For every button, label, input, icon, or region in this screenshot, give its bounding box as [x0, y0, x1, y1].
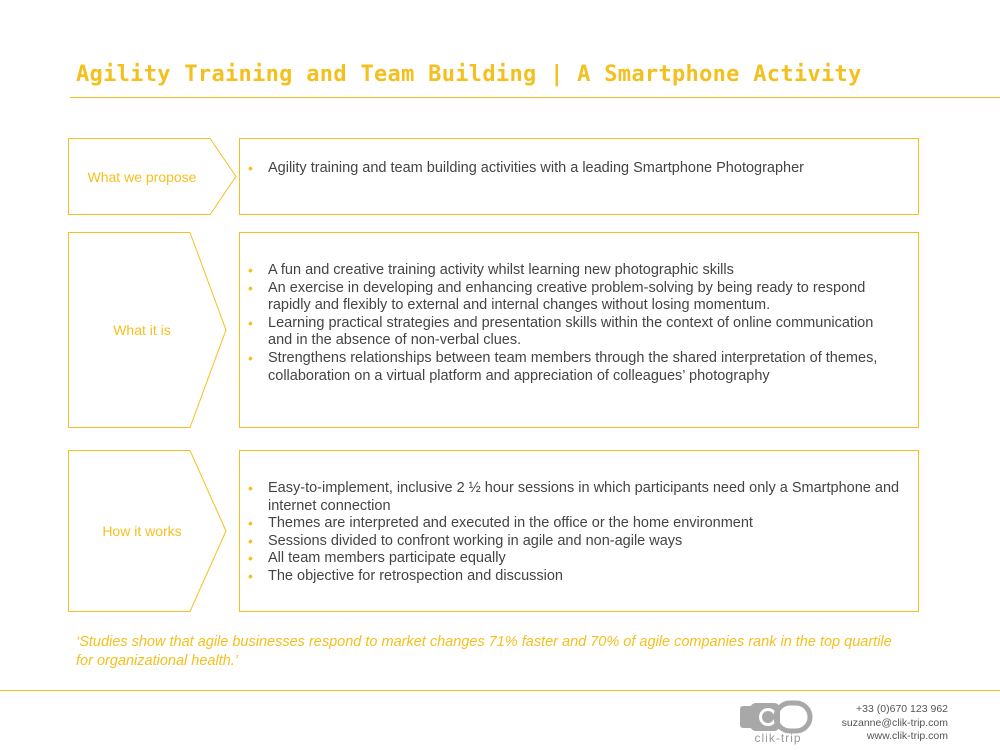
section-label-what-it-is — [68, 232, 238, 428]
contact-email: suzanne@clik-trip.com — [841, 716, 948, 729]
section-content-propose — [239, 138, 919, 215]
quote-text: ‘Studies show that agile businesses respond to market changes 71% faster and 70% of agile companies rank in the top quartile for organizational health.’ — [76, 634, 892, 669]
list-item: • Learning practical strategies and presentation skills within the context of online communication and in the absence of non-verbal clues. — [268, 315, 900, 350]
contact-phone: +33 (0)670 123 962 — [856, 703, 948, 715]
list-item: • Easy-to-implement, inclusive 2 ½ hour sessions in which participants need only a Smartphone and internet connection — [268, 480, 900, 515]
section-content-what-it-is — [239, 232, 919, 428]
list-item: • Themes are interpreted and executed in the office or the home environment — [268, 515, 900, 533]
section-label-text: What it is — [113, 322, 171, 338]
section-label-how-it-works — [68, 450, 238, 612]
list-item: • An exercise in developing and enhancing creative problem-solving by being ready to respond rapidly and flexibly to external and internal changes without losing momentum. — [268, 280, 900, 315]
list-item: • All team members participate equally — [268, 550, 900, 568]
section-content-how-it-works — [239, 450, 919, 612]
section-label-text: How it works — [102, 523, 182, 539]
section-label-propose — [68, 138, 238, 215]
list-item: • A fun and creative training activity whilst learning new photographic skills — [268, 262, 900, 280]
list-item: • Agility training and team building activities with a leading Smartphone Photographer — [268, 160, 900, 178]
list-item: • Strengthens relationships between team members through the shared interpretation of themes, collaboration on a virtual platform and appreciation of colleagues’ photography — [268, 350, 900, 385]
list-item: • Sessions divided to confront working in agile and non-agile ways — [268, 533, 900, 551]
contact-info — [842, 703, 948, 744]
list-item: • The objective for retrospection and discussion — [268, 568, 900, 586]
page-title: Agility Training and Team Building | A Smartphone Activity — [76, 62, 862, 87]
contact-website: www.clik-trip.com — [866, 730, 948, 742]
title-divider — [70, 97, 1000, 98]
footer-divider — [0, 690, 1000, 691]
section-label-text: What we propose — [87, 168, 197, 185]
logo-text: clik-trip — [754, 731, 802, 745]
